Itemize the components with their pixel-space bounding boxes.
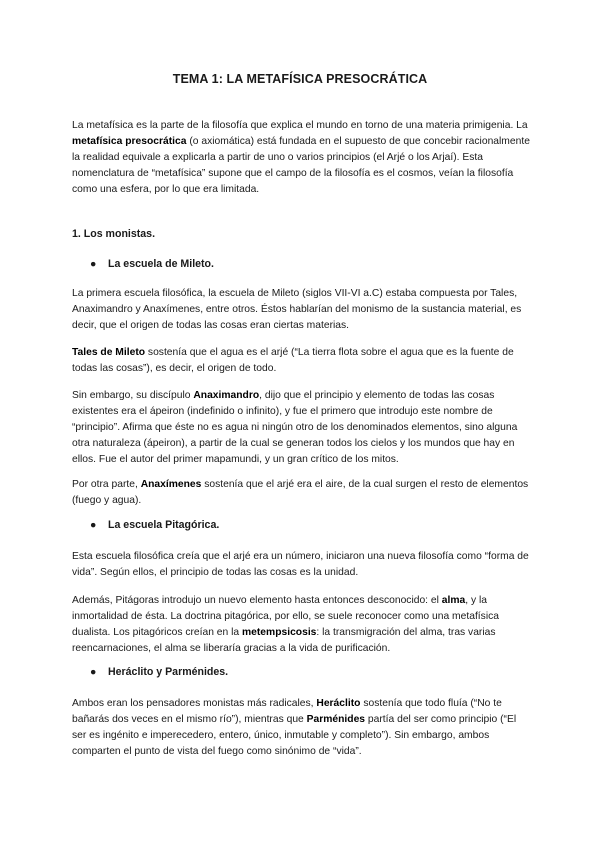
text-run: : la transmigración del alma, tras varias reencarnaciones, el alma se liberaría gracias a la vida de purificación. <box>72 627 496 654</box>
bullet-heading-pitagorica <box>90 519 219 531</box>
intro-paragraph <box>72 118 532 198</box>
paragraph-tales <box>72 345 532 377</box>
bold-term: Parménides <box>306 714 366 725</box>
text-run: La metafísica es la parte de la filosofía que explica el mundo en torno de una materia primigenia. La <box>72 120 528 131</box>
section-heading: 1. Los monistas. <box>72 228 156 240</box>
bullet-icon: ● <box>90 666 97 678</box>
paragraph-pitagoras <box>72 593 532 657</box>
text-run: (o axiomática) está fundada en el supuesto de que concebir racionalmente la realidad equivale a explicarla a partir de uno o varios principios (el Arjé o los Arjaí). Esta nomenclatura de “metafísica” supone que el campo de la filosofía es el cosmos, veían la filosofía como una esfera, por lo que era limitada. <box>72 136 530 195</box>
page-title: TEMA 1: LA METAFÍSICA PRESOCRÁTICA <box>172 72 428 86</box>
paragraph-anaximenes <box>72 477 532 509</box>
text-run: sostenía que todo fluía (“No te bañarás dos veces en el mismo río”), mientras que <box>72 698 502 725</box>
paragraph-anaximandro <box>72 388 532 468</box>
text-run: Sin embargo, su discípulo <box>72 390 194 401</box>
paragraph-pitagorica: Esta escuela filosófica creía que el arjé era un número, iniciaron una nueva filosofía como “forma de vida”. Según ellos, el principio de todas las cosas es la unidad. <box>72 551 529 578</box>
bullet-heading-heraclito <box>90 666 228 678</box>
bullet-label: La escuela Pitagórica. <box>108 519 220 531</box>
text-run: Además, Pitágoras introdujo un nuevo elemento hasta entonces desconocido: el <box>72 595 442 606</box>
text-run: , dijo que el principio y elemento de todas las cosas existentes era el ápeiron (indefinido o infinito), y fue el primero que introdujo este nombre de “principio”. Afirma que éste no es agua ni ningún otro de los denominados elementos, sino alguna otra naturaleza (ápeiron), a partir de la cual se generan todos los cielos y los mundos que hay en ellos. Fue el autor del primer mapamundi, y un gran crítico de los mitos. <box>72 390 518 465</box>
bullet-label: La escuela de Mileto. <box>108 258 214 270</box>
bullet-icon: ● <box>90 519 97 531</box>
bold-term: alma <box>441 595 466 606</box>
bullet-icon: ● <box>90 258 97 270</box>
bold-term: metempsicosis <box>242 627 317 638</box>
bold-term: Anaximandro <box>193 390 260 401</box>
bold-term: metafísica presocrática <box>72 136 187 147</box>
bold-term: Heráclito <box>316 698 361 709</box>
text-run: partía del ser como principio (“El ser es ingénito e imperecedero, entero, único, inmutable y completo”). Sin embargo, ambos comparten el punto de vista del fuego como sinónimo de “vida”. <box>72 714 517 757</box>
bullet-label: Heráclito y Parménides. <box>108 666 229 678</box>
text-run: Ambos eran los pensadores monistas más radicales, <box>72 698 317 709</box>
text-run: sostenía que el agua es el arjé (“La tierra flota sobre el agua que es la fuente de todas las cosas”), es decir, el origen de todo. <box>72 347 514 374</box>
text-run: Por otra parte, <box>72 479 141 490</box>
paragraph-mileto: La primera escuela filosófica, la escuela de Mileto (siglos VII-VI a.C) estaba compuesta por Tales, Anaximandro y Anaxímenes, entre otros. Éstos hablarían del monismo de la sustancia material, es decir, que el origen de todas las cosas eran ciertas materias. <box>72 288 522 331</box>
text-run: sostenía que el arjé era el aire, de la cual surgen el resto de elementos (fuego y agua). <box>72 479 529 506</box>
paragraph-heraclito <box>72 696 532 760</box>
bold-term: Anaxímenes <box>140 479 202 490</box>
bullet-heading-mileto <box>90 258 214 270</box>
bold-term: Tales de Mileto <box>72 347 146 358</box>
text-run: , y la inmortalidad de ésta. La doctrina pitagórica, por ello, se suele reconocer como una metafísica dualista. Los pitagóricos creían en la <box>72 595 499 638</box>
